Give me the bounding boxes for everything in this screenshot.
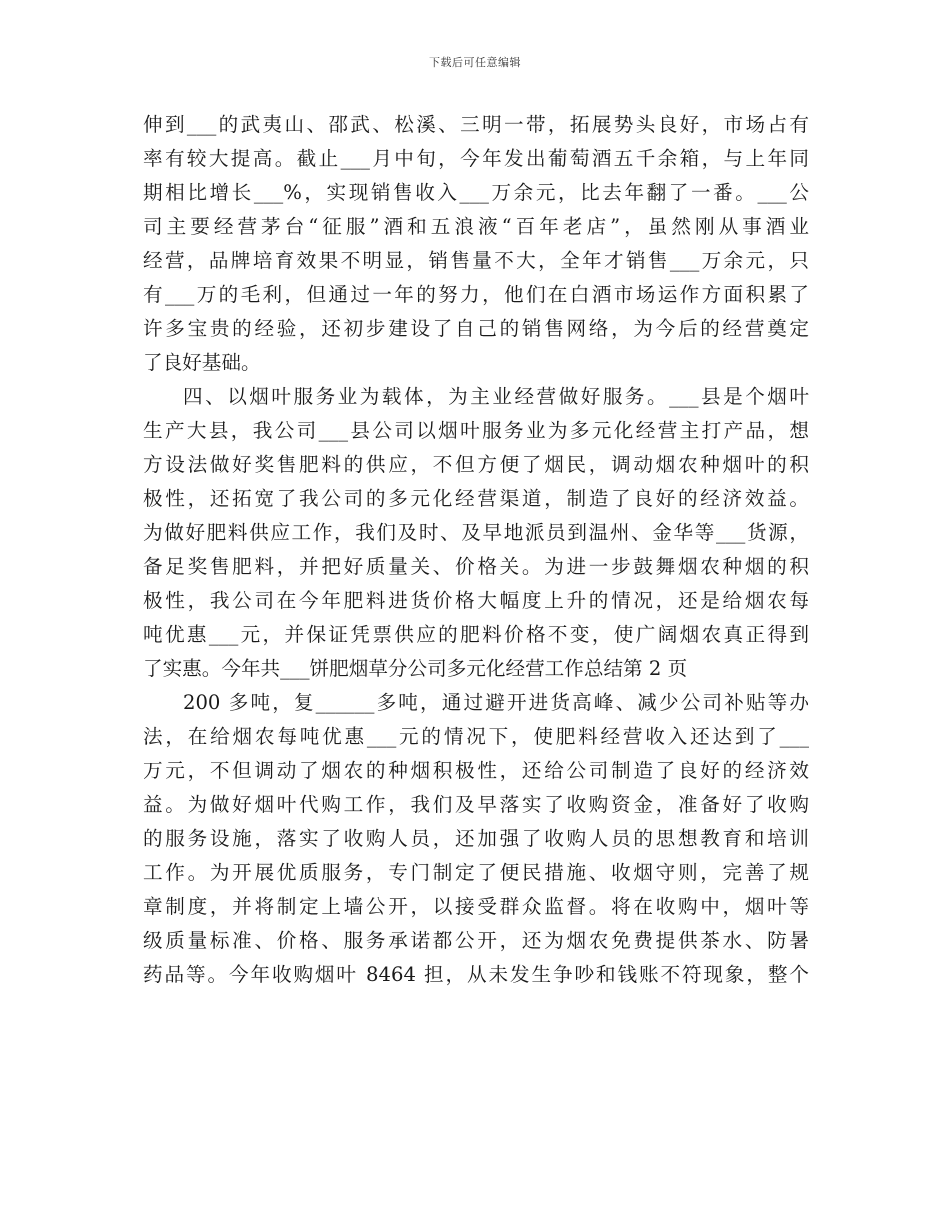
text-line: 有___万的毛利，但通过一年的努力，他们在白酒市场运作方面积累了: [143, 283, 809, 306]
text-line: 了良好基础。: [143, 351, 261, 374]
page-header: 下载后可任意编辑: [429, 56, 521, 69]
text-line: 200 多吨，复______多吨，通过避开进货高峰、减少公司补贴等办: [183, 691, 809, 714]
text-line: 的服务设施，落实了收购人员，还加强了收购人员的思想教育和培训: [143, 827, 809, 850]
text-line: 益。为做好烟叶代购工作，我们及早落实了收购资金，准备好了收购: [143, 793, 809, 816]
text-line: 率有较大提高。截止___月中旬，今年发出葡萄酒五千余箱，与上年同: [143, 147, 809, 170]
text-line: 极性，还拓宽了我公司的多元化经营渠道，制造了良好的经济效益。: [143, 487, 809, 510]
text-line: 了实惠。今年共___饼肥烟草分公司多元化经营工作总结第 2 页: [143, 657, 688, 680]
text-line: 极性，我公司在今年肥料进货价格大幅度上升的情况，还是给烟农每: [143, 589, 809, 612]
text-line: 工作。为开展优质服务，专门制定了便民措施、收烟守则，完善了规: [143, 861, 809, 884]
text-line: 司主要经营茅台“征服”酒和五浪液“百年老店”，虽然刚从事酒业: [143, 215, 809, 238]
text-line: 备足奖售肥料，并把好质量关、价格关。为进一步鼓舞烟农种烟的积: [143, 555, 809, 578]
text-line: 生产大县，我公司___县公司以烟叶服务业为多元化经营主打产品，想: [143, 419, 809, 442]
text-line: 法，在给烟农每吨优惠___元的情况下，使肥料经营收入还达到了___: [143, 725, 809, 748]
text-line: 许多宝贵的经验，还初步建设了自己的销售网络，为今后的经营奠定: [143, 317, 809, 340]
text-line: 经营，品牌培育效果不明显，销售量不大，全年才销售___万余元，只: [143, 249, 809, 272]
text-line: 四、以烟叶服务业为载体，为主业经营做好服务。___县是个烟叶: [183, 385, 809, 408]
document-body: [143, 108, 809, 992]
text-line: 期相比增长___%，实现销售收入___万余元，比去年翻了一番。___公: [143, 181, 809, 204]
text-line: 为做好肥料供应工作，我们及时、及早地派员到温州、金华等___货源，: [143, 521, 809, 544]
text-line: 级质量标准、价格、服务承诺都公开，还为烟农免费提供茶水、防暑: [143, 929, 809, 952]
text-line: 吨优惠___元，并保证凭票供应的肥料价格不变，使广阔烟农真正得到: [143, 623, 809, 646]
text-line: 万元，不但调动了烟农的种烟积极性，还给公司制造了良好的经济效: [143, 759, 809, 782]
text-line: 方设法做好奖售肥料的供应，不但方便了烟民，调动烟农种烟叶的积: [143, 453, 809, 476]
text-line: 药品等。今年收购烟叶 8464 担，从未发生争吵和钱账不符现象，整个: [143, 963, 809, 986]
text-line: 章制度，并将制定上墙公开，以接受群众监督。将在收购中，烟叶等: [143, 895, 809, 918]
text-line: 伸到___的武夷山、邵武、松溪、三明一带，拓展势头良好，市场占有: [143, 113, 809, 136]
